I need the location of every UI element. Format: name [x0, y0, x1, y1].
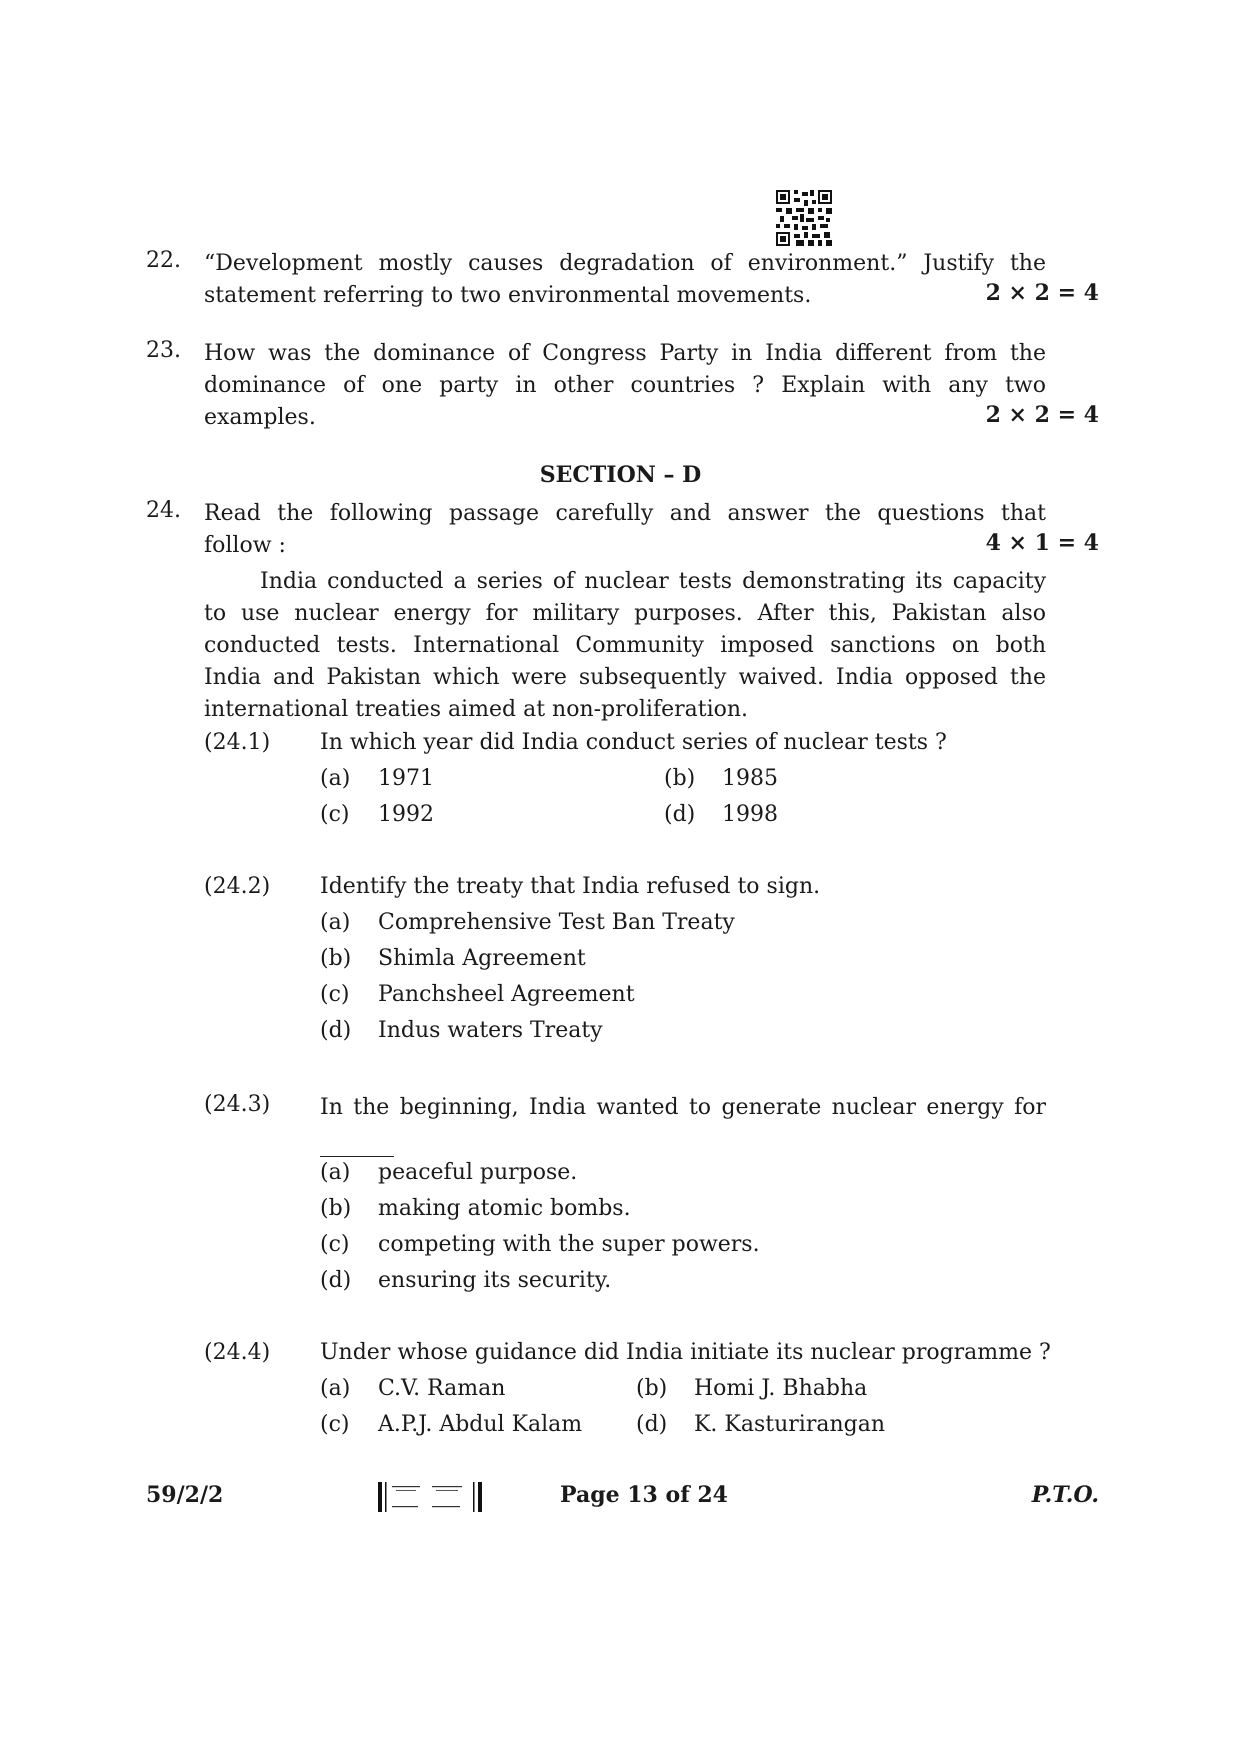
option-text: Shimla Agreement — [378, 946, 586, 971]
question-text-line: Read the following passage carefully and answer the questions that — [204, 501, 1046, 526]
option-label: (b) — [636, 1376, 668, 1401]
passage-line: international treaties aimed at non-proliferation. — [204, 697, 749, 722]
option-label: (d) — [636, 1412, 668, 1437]
option-text: 1998 — [722, 802, 778, 827]
option-label: (b) — [664, 766, 696, 791]
question-number: 24. — [146, 498, 181, 523]
option-label: (c) — [320, 802, 350, 827]
sub-question-text: In the beginning, India wanted to generate nuclear energy for — [320, 1095, 1046, 1120]
sub-question-number: (24.4) — [204, 1340, 271, 1365]
section-heading: SECTION – D — [539, 462, 702, 488]
sub-question-text: Identify the treaty that India refused to sign. — [320, 874, 821, 899]
option-text: peaceful purpose. — [378, 1160, 578, 1185]
option-label: (a) — [320, 910, 351, 935]
passage-line: India conducted a series of nuclear tests demonstrating its capacity — [260, 569, 1046, 594]
option-text: making atomic bombs. — [378, 1196, 631, 1221]
option-label: (d) — [664, 802, 696, 827]
option-text: 1971 — [378, 766, 434, 791]
option-label: (c) — [320, 982, 350, 1007]
question-text-line: examples. — [204, 405, 316, 430]
option-label: (c) — [320, 1412, 350, 1437]
sub-question-number: (24.2) — [204, 874, 271, 899]
passage-line: to use nuclear energy for military purposes. After this, Pakistan also — [204, 601, 1046, 626]
marks-label: 2 × 2 = 4 — [985, 402, 1099, 428]
option-text: 1985 — [722, 766, 778, 791]
sub-question-text: In which year did India conduct series of nuclear tests ? — [320, 730, 947, 755]
question-number: 22. — [146, 248, 181, 273]
option-text: ensuring its security. — [378, 1268, 612, 1293]
passage-line: conducted tests. International Community imposed sanctions on both — [204, 633, 1046, 658]
option-label: (a) — [320, 1160, 351, 1185]
option-label: (b) — [320, 1196, 352, 1221]
passage-line: India and Pakistan which were subsequently waived. India opposed the — [204, 665, 1046, 690]
question-number: 23. — [146, 338, 181, 363]
sub-question-number: (24.3) — [204, 1092, 271, 1117]
qr-code — [776, 190, 832, 246]
question-text-line: “Development mostly causes degradation of environment.” Justify the — [204, 251, 1046, 276]
option-label: (d) — [320, 1018, 352, 1043]
sub-question-text: Under whose guidance did India initiate its nuclear programme ? — [320, 1340, 1051, 1365]
marks-label: 4 × 1 = 4 — [985, 530, 1099, 556]
option-label: (c) — [320, 1232, 350, 1257]
question-text-line: dominance of one party in other countries ? Explain with any two — [204, 373, 1046, 398]
option-text: Panchsheel Agreement — [378, 982, 635, 1007]
fill-in-blank-line — [320, 1156, 394, 1157]
marks-label: 2 × 2 = 4 — [985, 280, 1099, 306]
option-text: competing with the super powers. — [378, 1232, 760, 1257]
paper-code: 59/2/2 — [146, 1482, 224, 1508]
option-text: Indus waters Treaty — [378, 1018, 603, 1043]
option-text: A.P.J. Abdul Kalam — [378, 1412, 583, 1437]
question-text-line: How was the dominance of Congress Party in India different from the — [204, 341, 1046, 366]
option-label: (d) — [320, 1268, 352, 1293]
option-text: 1992 — [378, 802, 434, 827]
option-text: K. Kasturirangan — [694, 1412, 885, 1437]
option-label: (b) — [320, 946, 352, 971]
pto-label: P.T.O. — [1031, 1482, 1099, 1508]
option-text: Comprehensive Test Ban Treaty — [378, 910, 735, 935]
barcode-mark — [378, 1480, 484, 1514]
option-label: (a) — [320, 766, 351, 791]
sub-question-number: (24.1) — [204, 730, 271, 755]
question-text-line: statement referring to two environmental movements. — [204, 283, 812, 308]
page-number: Page 13 of 24 — [560, 1482, 728, 1508]
option-text: Homi J. Bhabha — [694, 1376, 868, 1401]
option-label: (a) — [320, 1376, 351, 1401]
option-text: C.V. Raman — [378, 1376, 506, 1401]
question-text-line: follow : — [204, 533, 286, 558]
